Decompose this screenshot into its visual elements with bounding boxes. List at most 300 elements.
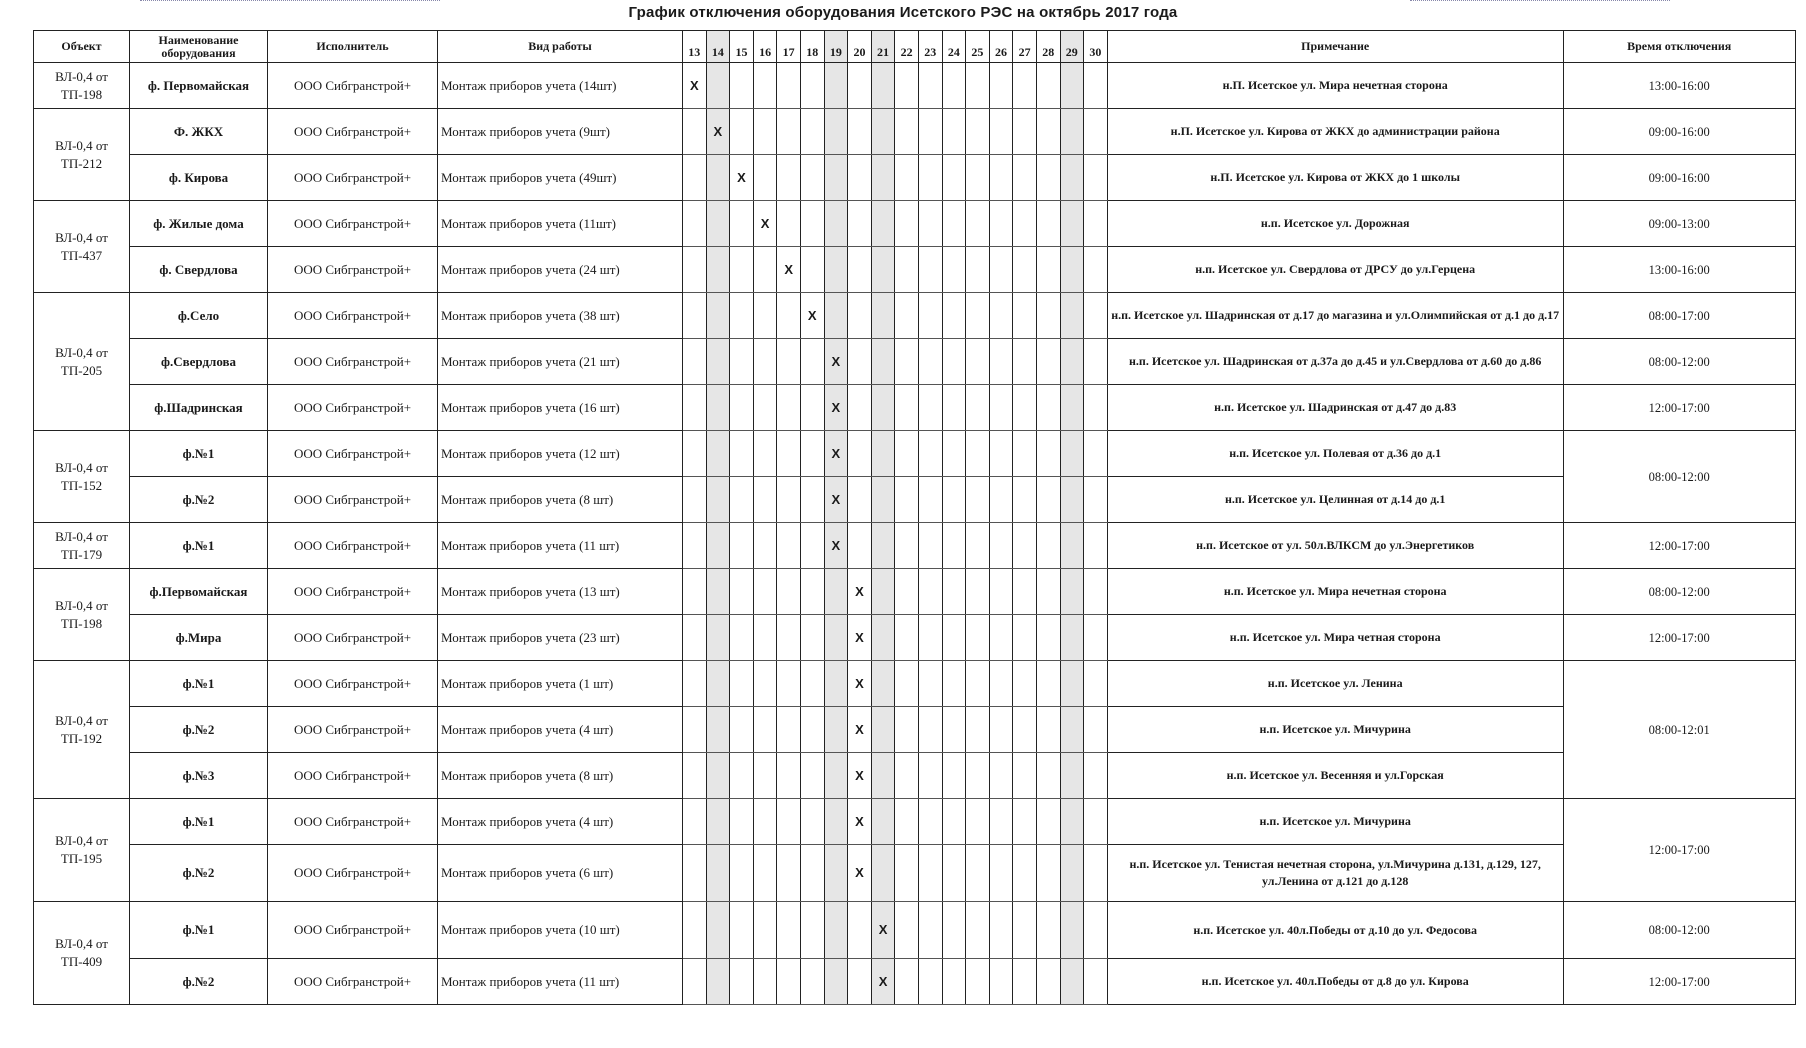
day-cell-27	[1013, 753, 1037, 799]
day-cell-28	[1036, 753, 1060, 799]
day-cell-21	[871, 201, 895, 247]
outage-time: 13:00-16:00	[1563, 63, 1795, 109]
executor: ООО Сибгранстрой+	[268, 845, 438, 902]
day-cell-27	[1013, 155, 1037, 201]
day-cell-20	[848, 902, 872, 959]
day-cell-21	[871, 293, 895, 339]
day-cell-14	[706, 431, 730, 477]
header-executor: Исполнитель	[268, 31, 438, 63]
day-cell-24	[942, 902, 966, 959]
day-cell-18	[800, 902, 824, 959]
day-cell-26	[989, 431, 1013, 477]
header-day-29: 29	[1060, 31, 1084, 63]
day-cell-24	[942, 63, 966, 109]
day-cell-18	[800, 109, 824, 155]
day-cell-28	[1036, 293, 1060, 339]
table-row	[34, 201, 1796, 247]
outage-time: 08:00-12:00	[1563, 569, 1795, 615]
work-type: Монтаж приборов учета (23 шт)	[438, 615, 683, 661]
outage-time: 09:00-13:00	[1563, 201, 1795, 247]
day-cell-16	[753, 523, 777, 569]
day-cell-26	[989, 201, 1013, 247]
day-cell-22	[895, 201, 919, 247]
table-row	[34, 477, 1796, 523]
day-cell-22	[895, 247, 919, 293]
day-cell-24	[942, 661, 966, 707]
header-day-15: 15	[730, 31, 754, 63]
day-cell-15	[730, 201, 754, 247]
table-row	[34, 385, 1796, 431]
day-cell-15	[730, 63, 754, 109]
day-cell-26	[989, 661, 1013, 707]
day-cell-17	[777, 959, 801, 1005]
day-cell-17	[777, 293, 801, 339]
equipment-name: ф.№2	[130, 707, 268, 753]
outage-mark: X	[800, 293, 824, 339]
day-cell-19	[824, 109, 848, 155]
table-row	[34, 661, 1796, 707]
day-cell-14	[706, 293, 730, 339]
day-cell-24	[942, 569, 966, 615]
object-cell: ВЛ-0,4 от ТП-179	[34, 523, 130, 569]
day-cell-13	[683, 707, 707, 753]
header-day-13: 13	[683, 31, 707, 63]
schedule-table	[33, 30, 1796, 1005]
day-cell-25	[966, 109, 990, 155]
work-type: Монтаж приборов учета (4 шт)	[438, 799, 683, 845]
table-row	[34, 247, 1796, 293]
day-cell-30	[1084, 339, 1108, 385]
day-cell-14	[706, 959, 730, 1005]
day-cell-23	[918, 523, 942, 569]
day-cell-21	[871, 799, 895, 845]
day-cell-15	[730, 799, 754, 845]
day-cell-17	[777, 902, 801, 959]
work-type: Монтаж приборов учета (38 шт)	[438, 293, 683, 339]
day-cell-22	[895, 569, 919, 615]
day-cell-29	[1060, 799, 1084, 845]
day-cell-22	[895, 155, 919, 201]
day-cell-28	[1036, 63, 1060, 109]
day-cell-17	[777, 753, 801, 799]
day-cell-29	[1060, 615, 1084, 661]
outage-mark: X	[824, 477, 848, 523]
day-cell-19	[824, 615, 848, 661]
equipment-name: ф.№1	[130, 523, 268, 569]
day-cell-22	[895, 523, 919, 569]
day-cell-20	[848, 109, 872, 155]
day-cell-27	[1013, 959, 1037, 1005]
equipment-name: ф.№1	[130, 431, 268, 477]
page-title: График отключения оборудования Исетского РЭС на октябрь 2017 года	[628, 4, 1178, 21]
table-row	[34, 109, 1796, 155]
outage-mark: X	[730, 155, 754, 201]
outage-mark: X	[848, 799, 872, 845]
table-row	[34, 339, 1796, 385]
day-cell-23	[918, 615, 942, 661]
day-cell-28	[1036, 523, 1060, 569]
day-cell-26	[989, 155, 1013, 201]
day-cell-17	[777, 339, 801, 385]
day-cell-16	[753, 293, 777, 339]
day-cell-18	[800, 707, 824, 753]
day-cell-24	[942, 109, 966, 155]
day-cell-30	[1084, 155, 1108, 201]
day-cell-20	[848, 293, 872, 339]
note-cell: н.п. Исетское ул. Мичурина	[1107, 799, 1563, 845]
day-cell-16	[753, 799, 777, 845]
day-cell-30	[1084, 661, 1108, 707]
day-cell-27	[1013, 339, 1037, 385]
day-cell-25	[966, 201, 990, 247]
day-cell-29	[1060, 845, 1084, 902]
day-cell-26	[989, 902, 1013, 959]
equipment-name: ф. Свердлова	[130, 247, 268, 293]
day-cell-13	[683, 615, 707, 661]
day-cell-23	[918, 431, 942, 477]
day-cell-19	[824, 63, 848, 109]
day-cell-30	[1084, 201, 1108, 247]
work-type: Монтаж приборов учета (1 шт)	[438, 661, 683, 707]
day-cell-19	[824, 201, 848, 247]
day-cell-26	[989, 293, 1013, 339]
day-cell-22	[895, 753, 919, 799]
day-cell-25	[966, 661, 990, 707]
day-cell-27	[1013, 201, 1037, 247]
day-cell-22	[895, 339, 919, 385]
day-cell-14	[706, 201, 730, 247]
day-cell-26	[989, 247, 1013, 293]
day-cell-29	[1060, 753, 1084, 799]
outage-mark: X	[824, 385, 848, 431]
work-type: Монтаж приборов учета (6 шт)	[438, 845, 683, 902]
day-cell-24	[942, 959, 966, 1005]
header-day-27: 27	[1013, 31, 1037, 63]
day-cell-16	[753, 661, 777, 707]
day-cell-15	[730, 845, 754, 902]
object-cell: ВЛ-0,4 от ТП-198	[34, 63, 130, 109]
day-cell-20	[848, 385, 872, 431]
day-cell-27	[1013, 902, 1037, 959]
day-cell-26	[989, 109, 1013, 155]
day-cell-15	[730, 431, 754, 477]
day-cell-25	[966, 339, 990, 385]
top-dotted-line-right	[1410, 0, 1670, 2]
day-cell-29	[1060, 569, 1084, 615]
day-cell-30	[1084, 959, 1108, 1005]
equipment-name: ф. Первомайская	[130, 63, 268, 109]
executor: ООО Сибгранстрой+	[268, 109, 438, 155]
day-cell-19	[824, 753, 848, 799]
day-cell-16	[753, 959, 777, 1005]
day-cell-15	[730, 707, 754, 753]
day-cell-27	[1013, 431, 1037, 477]
day-cell-25	[966, 523, 990, 569]
day-cell-13	[683, 109, 707, 155]
table-row	[34, 615, 1796, 661]
top-dotted-line-left	[140, 0, 440, 2]
day-cell-24	[942, 201, 966, 247]
day-cell-14	[706, 247, 730, 293]
day-cell-26	[989, 845, 1013, 902]
note-cell: н.п. Исетское ул. Дорожная	[1107, 201, 1563, 247]
note-cell: н.п. Исетское ул. Ленина	[1107, 661, 1563, 707]
day-cell-22	[895, 63, 919, 109]
day-cell-13	[683, 293, 707, 339]
day-cell-27	[1013, 293, 1037, 339]
day-cell-15	[730, 477, 754, 523]
equipment-name: ф.Свердлова	[130, 339, 268, 385]
day-cell-30	[1084, 431, 1108, 477]
day-cell-16	[753, 569, 777, 615]
day-cell-13	[683, 385, 707, 431]
work-type: Монтаж приборов учета (9шт)	[438, 109, 683, 155]
day-cell-30	[1084, 385, 1108, 431]
day-cell-29	[1060, 385, 1084, 431]
day-cell-13	[683, 431, 707, 477]
day-cell-28	[1036, 477, 1060, 523]
note-cell: н.п. Исетское ул. Мира четная сторона	[1107, 615, 1563, 661]
day-cell-18	[800, 799, 824, 845]
outage-time: 08:00-12:00	[1563, 902, 1795, 959]
day-cell-16	[753, 339, 777, 385]
work-type: Монтаж приборов учета (12 шт)	[438, 431, 683, 477]
day-cell-30	[1084, 615, 1108, 661]
day-cell-17	[777, 431, 801, 477]
day-cell-16	[753, 845, 777, 902]
outage-time: 08:00-12:00	[1563, 431, 1795, 523]
work-type: Монтаж приборов учета (14шт)	[438, 63, 683, 109]
day-cell-14	[706, 155, 730, 201]
day-cell-28	[1036, 615, 1060, 661]
day-cell-26	[989, 959, 1013, 1005]
day-cell-14	[706, 845, 730, 902]
day-cell-29	[1060, 902, 1084, 959]
work-type: Монтаж приборов учета (13 шт)	[438, 569, 683, 615]
work-type: Монтаж приборов учета (16 шт)	[438, 385, 683, 431]
day-cell-13	[683, 799, 707, 845]
day-cell-18	[800, 63, 824, 109]
day-cell-14	[706, 523, 730, 569]
day-cell-25	[966, 753, 990, 799]
day-cell-16	[753, 707, 777, 753]
day-cell-14	[706, 477, 730, 523]
object-cell: ВЛ-0,4 от ТП-205	[34, 293, 130, 431]
outage-mark: X	[706, 109, 730, 155]
outage-mark: X	[848, 661, 872, 707]
day-cell-27	[1013, 845, 1037, 902]
object-cell: ВЛ-0,4 от ТП-192	[34, 661, 130, 799]
day-cell-22	[895, 902, 919, 959]
day-cell-24	[942, 385, 966, 431]
day-cell-16	[753, 477, 777, 523]
day-cell-27	[1013, 615, 1037, 661]
day-cell-15	[730, 615, 754, 661]
day-cell-28	[1036, 845, 1060, 902]
note-cell: н.п. Исетское ул. Свердлова от ДРСУ до ул.Герцена	[1107, 247, 1563, 293]
day-cell-23	[918, 63, 942, 109]
equipment-name: ф.Мира	[130, 615, 268, 661]
day-cell-14	[706, 615, 730, 661]
executor: ООО Сибгранстрой+	[268, 799, 438, 845]
header-time: Время отключения	[1563, 31, 1795, 63]
note-cell: н.п. Исетское ул. Целинная от д.14 до д.1	[1107, 477, 1563, 523]
executor: ООО Сибгранстрой+	[268, 431, 438, 477]
day-cell-13	[683, 959, 707, 1005]
day-cell-18	[800, 431, 824, 477]
outage-mark: X	[848, 753, 872, 799]
note-cell: н.п. Исетское ул. Полевая от д.36 до д.1	[1107, 431, 1563, 477]
outage-mark: X	[824, 339, 848, 385]
day-cell-30	[1084, 569, 1108, 615]
day-cell-28	[1036, 339, 1060, 385]
day-cell-20	[848, 63, 872, 109]
day-cell-26	[989, 707, 1013, 753]
outage-time: 13:00-16:00	[1563, 247, 1795, 293]
day-cell-17	[777, 799, 801, 845]
day-cell-13	[683, 339, 707, 385]
day-cell-18	[800, 615, 824, 661]
day-cell-29	[1060, 63, 1084, 109]
day-cell-28	[1036, 661, 1060, 707]
day-cell-30	[1084, 753, 1108, 799]
day-cell-20	[848, 959, 872, 1005]
day-cell-22	[895, 109, 919, 155]
outage-mark: X	[777, 247, 801, 293]
day-cell-19	[824, 247, 848, 293]
day-cell-18	[800, 523, 824, 569]
equipment-name: ф.Первомайская	[130, 569, 268, 615]
day-cell-29	[1060, 339, 1084, 385]
day-cell-22	[895, 477, 919, 523]
day-cell-28	[1036, 201, 1060, 247]
day-cell-13	[683, 845, 707, 902]
work-type: Монтаж приборов учета (24 шт)	[438, 247, 683, 293]
day-cell-25	[966, 247, 990, 293]
equipment-name: ф. Кирова	[130, 155, 268, 201]
executor: ООО Сибгранстрой+	[268, 385, 438, 431]
day-cell-23	[918, 661, 942, 707]
day-cell-30	[1084, 902, 1108, 959]
day-cell-15	[730, 902, 754, 959]
day-cell-25	[966, 845, 990, 902]
object-cell: ВЛ-0,4 от ТП-195	[34, 799, 130, 902]
day-cell-21	[871, 339, 895, 385]
executor: ООО Сибгранстрой+	[268, 201, 438, 247]
note-cell: н.П. Исетское ул. Мира нечетная сторона	[1107, 63, 1563, 109]
day-cell-21	[871, 63, 895, 109]
day-cell-25	[966, 155, 990, 201]
day-cell-25	[966, 707, 990, 753]
equipment-name: ф.№2	[130, 477, 268, 523]
equipment-name: ф.№1	[130, 799, 268, 845]
equipment-name: ф.Село	[130, 293, 268, 339]
executor: ООО Сибгранстрой+	[268, 569, 438, 615]
day-cell-22	[895, 661, 919, 707]
day-cell-19	[824, 569, 848, 615]
day-cell-19	[824, 902, 848, 959]
note-cell: н.п. Исетское ул. Шадринская от д.17 до магазина и ул.Олимпийская от д.1 до д.17	[1107, 293, 1563, 339]
outage-time: 09:00-16:00	[1563, 155, 1795, 201]
note-cell: н.п. Исетское ул. Мира нечетная сторона	[1107, 569, 1563, 615]
day-cell-16	[753, 385, 777, 431]
day-cell-29	[1060, 959, 1084, 1005]
day-cell-23	[918, 109, 942, 155]
day-cell-13	[683, 569, 707, 615]
day-cell-19	[824, 707, 848, 753]
equipment-name: ф.№2	[130, 959, 268, 1005]
day-cell-30	[1084, 707, 1108, 753]
day-cell-13	[683, 661, 707, 707]
work-type: Монтаж приборов учета (11 шт)	[438, 523, 683, 569]
day-cell-25	[966, 63, 990, 109]
day-cell-16	[753, 247, 777, 293]
object-cell: ВЛ-0,4 от ТП-409	[34, 902, 130, 1005]
day-cell-24	[942, 753, 966, 799]
outage-mark: X	[824, 523, 848, 569]
day-cell-19	[824, 959, 848, 1005]
executor: ООО Сибгранстрой+	[268, 247, 438, 293]
day-cell-17	[777, 109, 801, 155]
day-cell-13	[683, 247, 707, 293]
day-cell-19	[824, 661, 848, 707]
day-cell-13	[683, 155, 707, 201]
header-day-19: 19	[824, 31, 848, 63]
day-cell-15	[730, 753, 754, 799]
day-cell-14	[706, 707, 730, 753]
day-cell-30	[1084, 247, 1108, 293]
day-cell-29	[1060, 523, 1084, 569]
day-cell-21	[871, 523, 895, 569]
day-cell-19	[824, 845, 848, 902]
day-cell-17	[777, 707, 801, 753]
day-cell-15	[730, 247, 754, 293]
header-day-18: 18	[800, 31, 824, 63]
day-cell-19	[824, 293, 848, 339]
work-type: Монтаж приборов учета (4 шт)	[438, 707, 683, 753]
day-cell-24	[942, 799, 966, 845]
day-cell-29	[1060, 247, 1084, 293]
executor: ООО Сибгранстрой+	[268, 753, 438, 799]
outage-time: 12:00-17:00	[1563, 385, 1795, 431]
day-cell-17	[777, 385, 801, 431]
day-cell-23	[918, 845, 942, 902]
executor: ООО Сибгранстрой+	[268, 707, 438, 753]
equipment-name: ф. Жилые дома	[130, 201, 268, 247]
day-cell-29	[1060, 155, 1084, 201]
day-cell-28	[1036, 247, 1060, 293]
day-cell-28	[1036, 109, 1060, 155]
outage-time: 08:00-17:00	[1563, 293, 1795, 339]
header-note: Примечание	[1107, 31, 1563, 63]
executor: ООО Сибгранстрой+	[268, 63, 438, 109]
executor: ООО Сибгранстрой+	[268, 902, 438, 959]
day-cell-23	[918, 247, 942, 293]
day-cell-23	[918, 201, 942, 247]
work-type: Монтаж приборов учета (10 шт)	[438, 902, 683, 959]
day-cell-29	[1060, 109, 1084, 155]
day-cell-28	[1036, 707, 1060, 753]
outage-time: 12:00-17:00	[1563, 959, 1795, 1005]
day-cell-25	[966, 385, 990, 431]
day-cell-15	[730, 959, 754, 1005]
day-cell-25	[966, 569, 990, 615]
day-cell-30	[1084, 799, 1108, 845]
object-cell: ВЛ-0,4 от ТП-198	[34, 569, 130, 661]
day-cell-27	[1013, 569, 1037, 615]
day-cell-23	[918, 902, 942, 959]
day-cell-23	[918, 707, 942, 753]
